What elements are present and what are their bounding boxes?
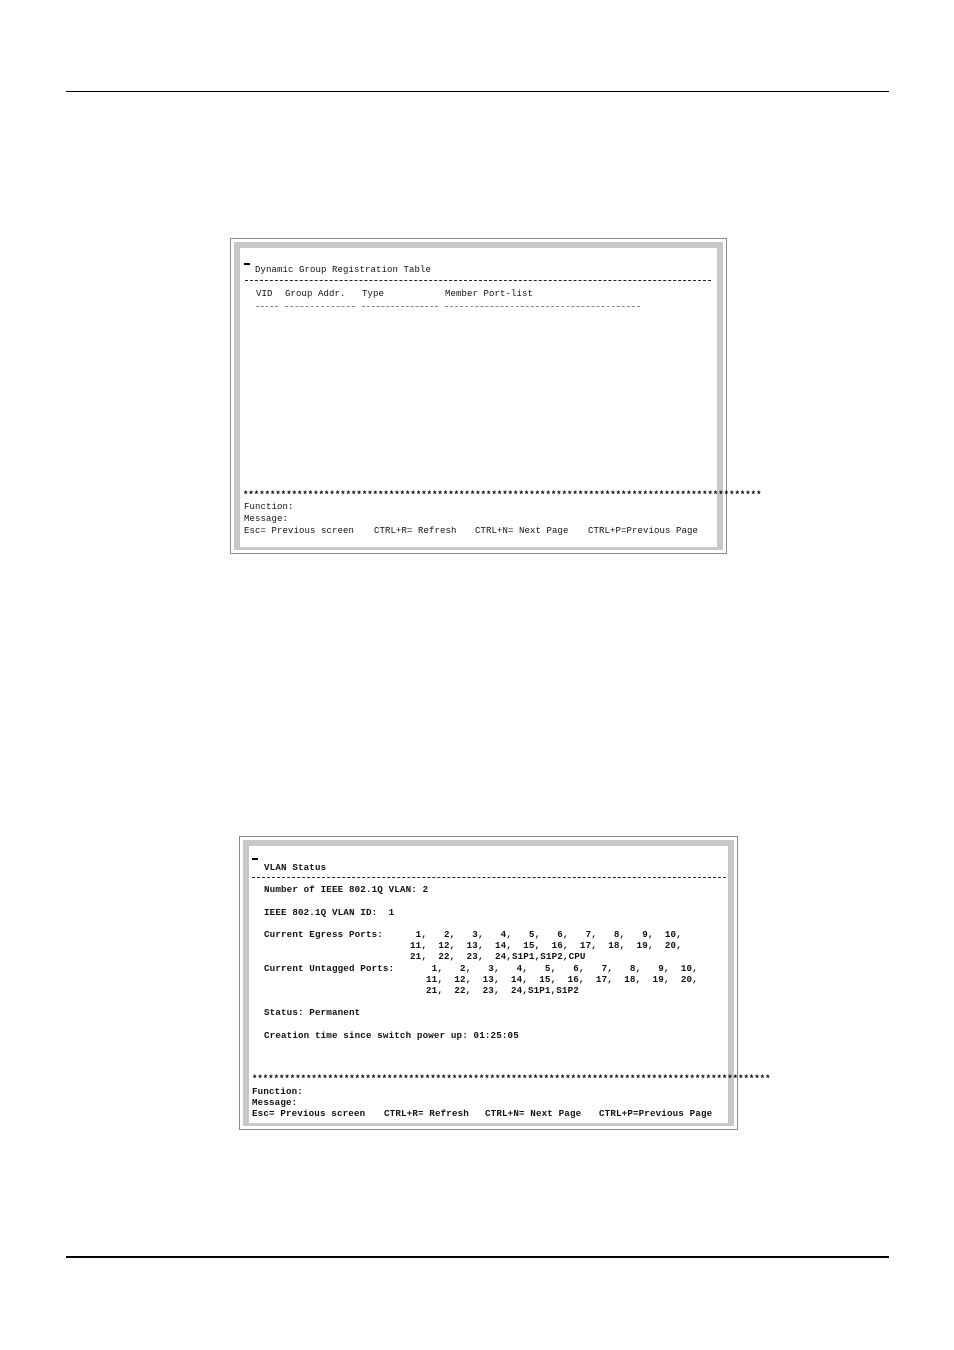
terminal-screen (243, 251, 762, 547)
col-underline (285, 306, 355, 307)
key-next-page: CTRL+N= Next Page (485, 1108, 582, 1119)
message-label: Message: (244, 514, 289, 524)
function-label: Function: (244, 502, 294, 512)
egress-ports-row: 11, 12, 13, 14, 15, 16, 17, 18, 19, 20, (410, 940, 682, 951)
untagged-ports-row: 21, 22, 23, 24,S1P1,S1P2 (426, 985, 579, 996)
vlan-status-terminal (239, 836, 771, 1130)
footer-rule (66, 1256, 889, 1258)
terminal-screen (252, 849, 771, 1123)
col-underline (362, 306, 438, 307)
message-label: Message: (252, 1097, 298, 1108)
title-divider (245, 280, 711, 281)
col-underline (445, 306, 640, 307)
key-esc: Esc= Previous screen (244, 526, 355, 536)
title-divider (252, 877, 726, 878)
cursor (244, 263, 250, 265)
egress-ports-row: 1, 2, 3, 4, 5, 6, 7, 8, 9, 10, (410, 929, 682, 940)
col-vid: VID (256, 289, 273, 299)
key-previous-page: CTRL+P=Previous Page (599, 1108, 713, 1119)
creation-time: Creation time since switch power up: 01:25:05 (264, 1030, 519, 1041)
vlan-id: IEEE 802.1Q VLAN ID: 1 (264, 907, 395, 918)
untagged-ports-label: Current Untagged Ports: (264, 963, 395, 974)
header-rule (66, 91, 889, 92)
dynamic-group-registration-terminal (230, 238, 762, 554)
cursor (252, 858, 258, 860)
screen-title: Dynamic Group Registration Table (255, 265, 432, 275)
key-esc: Esc= Previous screen (252, 1108, 366, 1119)
key-refresh: CTRL+R= Refresh (384, 1108, 469, 1119)
screen-title: VLAN Status (264, 862, 327, 873)
col-group-addr: Group Addr. (285, 289, 346, 299)
vlan-status: Status: Permanent (264, 1007, 361, 1018)
key-previous-page: CTRL+P=Previous Page (588, 526, 699, 536)
col-underline (256, 306, 278, 307)
star-divider: ************************************************************************************************ (252, 1074, 771, 1084)
star-divider: ************************************************************************************************ (243, 490, 762, 500)
function-label: Function: (252, 1086, 303, 1097)
col-member-port-list: Member Port-list (445, 289, 534, 299)
key-next-page: CTRL+N= Next Page (475, 526, 569, 536)
untagged-ports-row: 11, 12, 13, 14, 15, 16, 17, 18, 19, 20, (426, 974, 698, 985)
egress-ports-row: 21, 22, 23, 24,S1P1,S1P2,CPU (410, 951, 586, 962)
col-type: Type (362, 289, 385, 299)
vlan-count: Number of IEEE 802.1Q VLAN: 2 (264, 884, 429, 895)
untagged-ports-row: 1, 2, 3, 4, 5, 6, 7, 8, 9, 10, (426, 963, 698, 974)
key-refresh: CTRL+R= Refresh (374, 526, 457, 536)
egress-ports-label: Current Egress Ports: (264, 929, 383, 940)
